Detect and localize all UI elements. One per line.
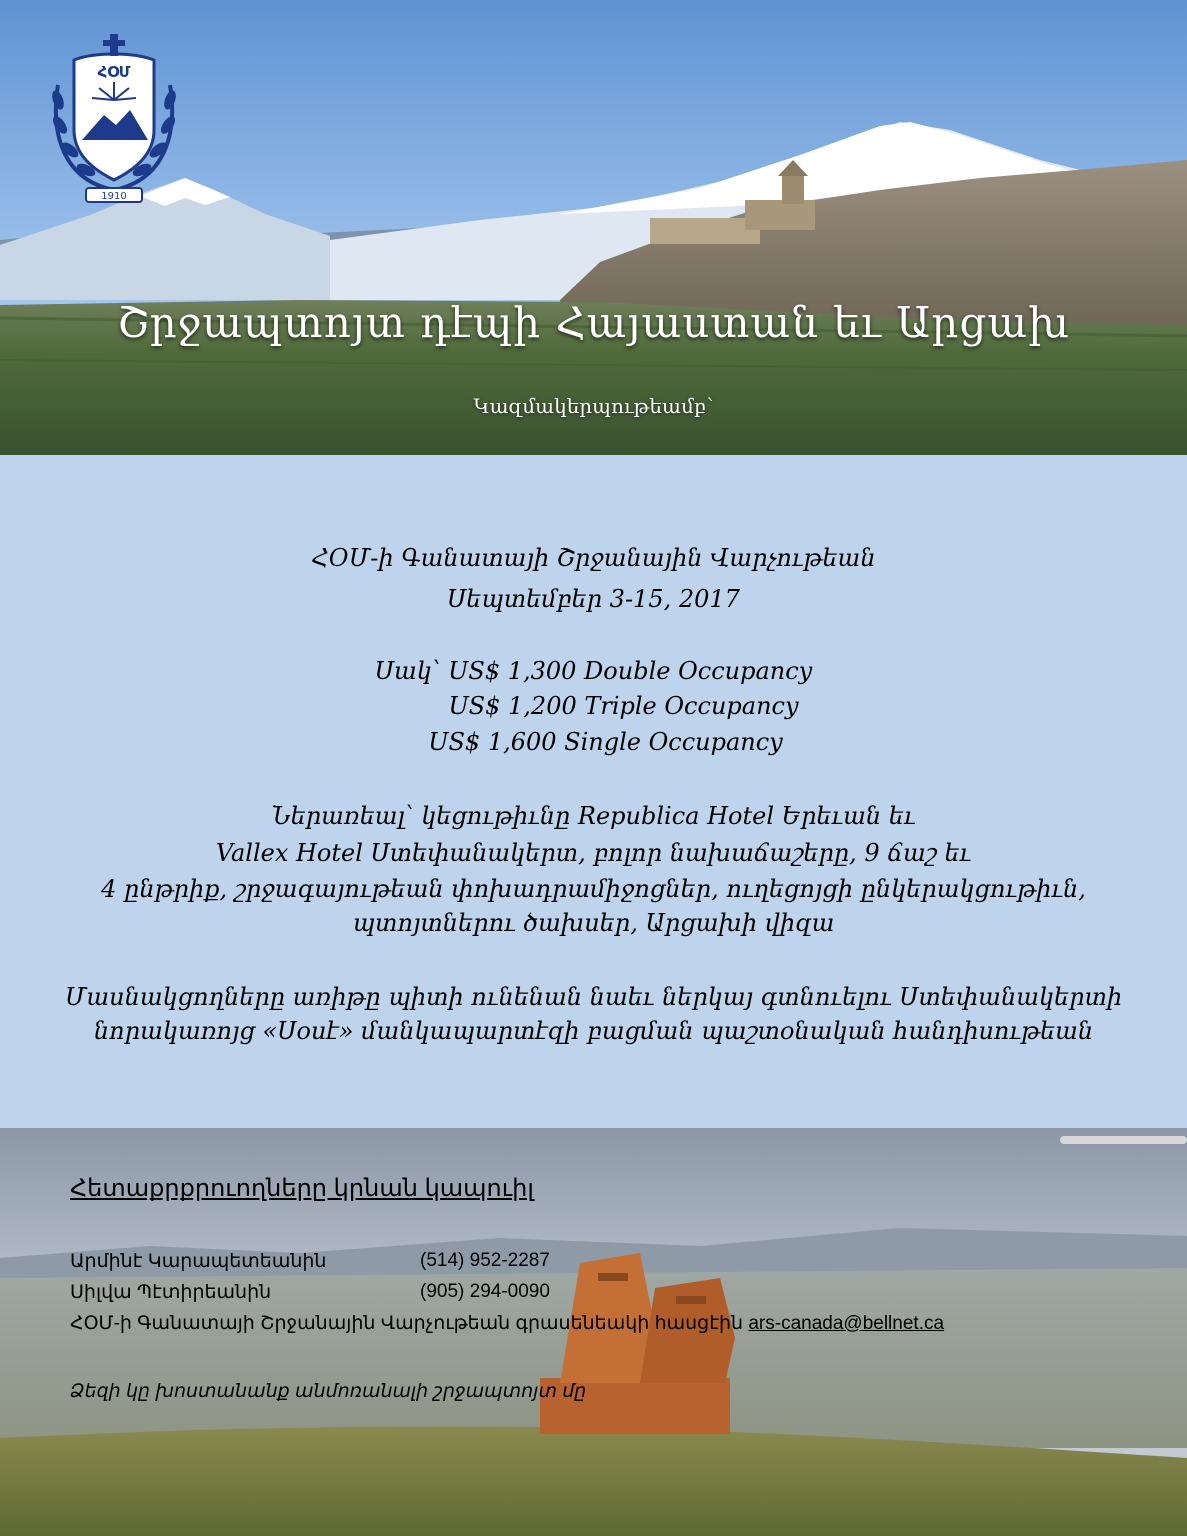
hero-title: Շրջապտոյտ դէպի Հայաստան եւ Արցախ <box>116 298 1071 347</box>
note-line-1: Մասնակցողները առիթը պիտի ունենան նաեւ ներկայ գտնուելու Ստեփանակերտի <box>64 983 1123 1011</box>
price-double: Սակ՝ US$ 1,300 Double Occupancy <box>374 657 813 685</box>
email-prefix: ՀՕՄ-ի Գանատայի Շրջանային Վարչութեան գրասենեակի հասցէին <box>70 1313 744 1334</box>
hero-banner <box>0 0 1187 455</box>
price-single: US$ 1,600 Single Occupancy <box>428 728 783 756</box>
contact-phone[interactable]: (514) 952-2287 <box>420 1250 550 1271</box>
price-triple: US$ 1,200 Triple Occupancy <box>448 692 799 720</box>
included-line-3: 4 ընթրիք, շրջագայութեան փոխադրամիջոցներ, ուղեցոյցի ընկերակցութիւն, <box>101 875 1086 903</box>
contact-name: Արմինէ Կարապետեանին <box>70 1251 327 1272</box>
contact-phone[interactable]: (905) 294-0090 <box>420 1281 550 1302</box>
contact-person-1 <box>70 1250 550 1273</box>
included-line-4: պտոյտներու ծախսեր, Արցախի վիզա <box>352 909 835 937</box>
contact-heading: Հետաքրքրուողները կրնան կապուիլ <box>70 1175 534 1202</box>
contact-section <box>0 1128 1187 1536</box>
tour-dates: Սեպտեմբեր 3-15, 2017 <box>447 585 740 613</box>
contact-person-2 <box>70 1281 550 1304</box>
note-line-2: նորակառոյց «Սօսէ» մանկապարտէզի բացման պաշտօնական հանդիսութեան <box>93 1017 1094 1045</box>
logo-text: ՀՕՄ <box>97 63 131 81</box>
included-line-2: Vallex Hotel Ստեփանակերտ, բոլոր նախաճաշերը, 9 ճաշ եւ <box>215 839 972 867</box>
organizer-line: ՀՕՄ-ի Գանատայի Շրջանային Վարչութեան <box>311 544 876 572</box>
tour-details <box>0 455 1187 1128</box>
logo-year: 1910 <box>101 191 127 202</box>
contact-email-line <box>70 1312 944 1335</box>
included-line-1: Ներառեալ՝ կեցութիւնը Republica Hotel Երեւան եւ <box>271 802 916 830</box>
contact-name: Սիլվա Պէտիրեանին <box>70 1282 272 1303</box>
organization-logo <box>44 30 184 205</box>
email-link[interactable]: ars-canada@bellnet.ca <box>748 1313 945 1334</box>
closing-line: Ձեզի կը խոստանանք անմոռանալի շրջապտոյտ մը <box>70 1381 587 1402</box>
hero-subtitle: Կազմակերպութեամբ՝ <box>473 394 714 418</box>
